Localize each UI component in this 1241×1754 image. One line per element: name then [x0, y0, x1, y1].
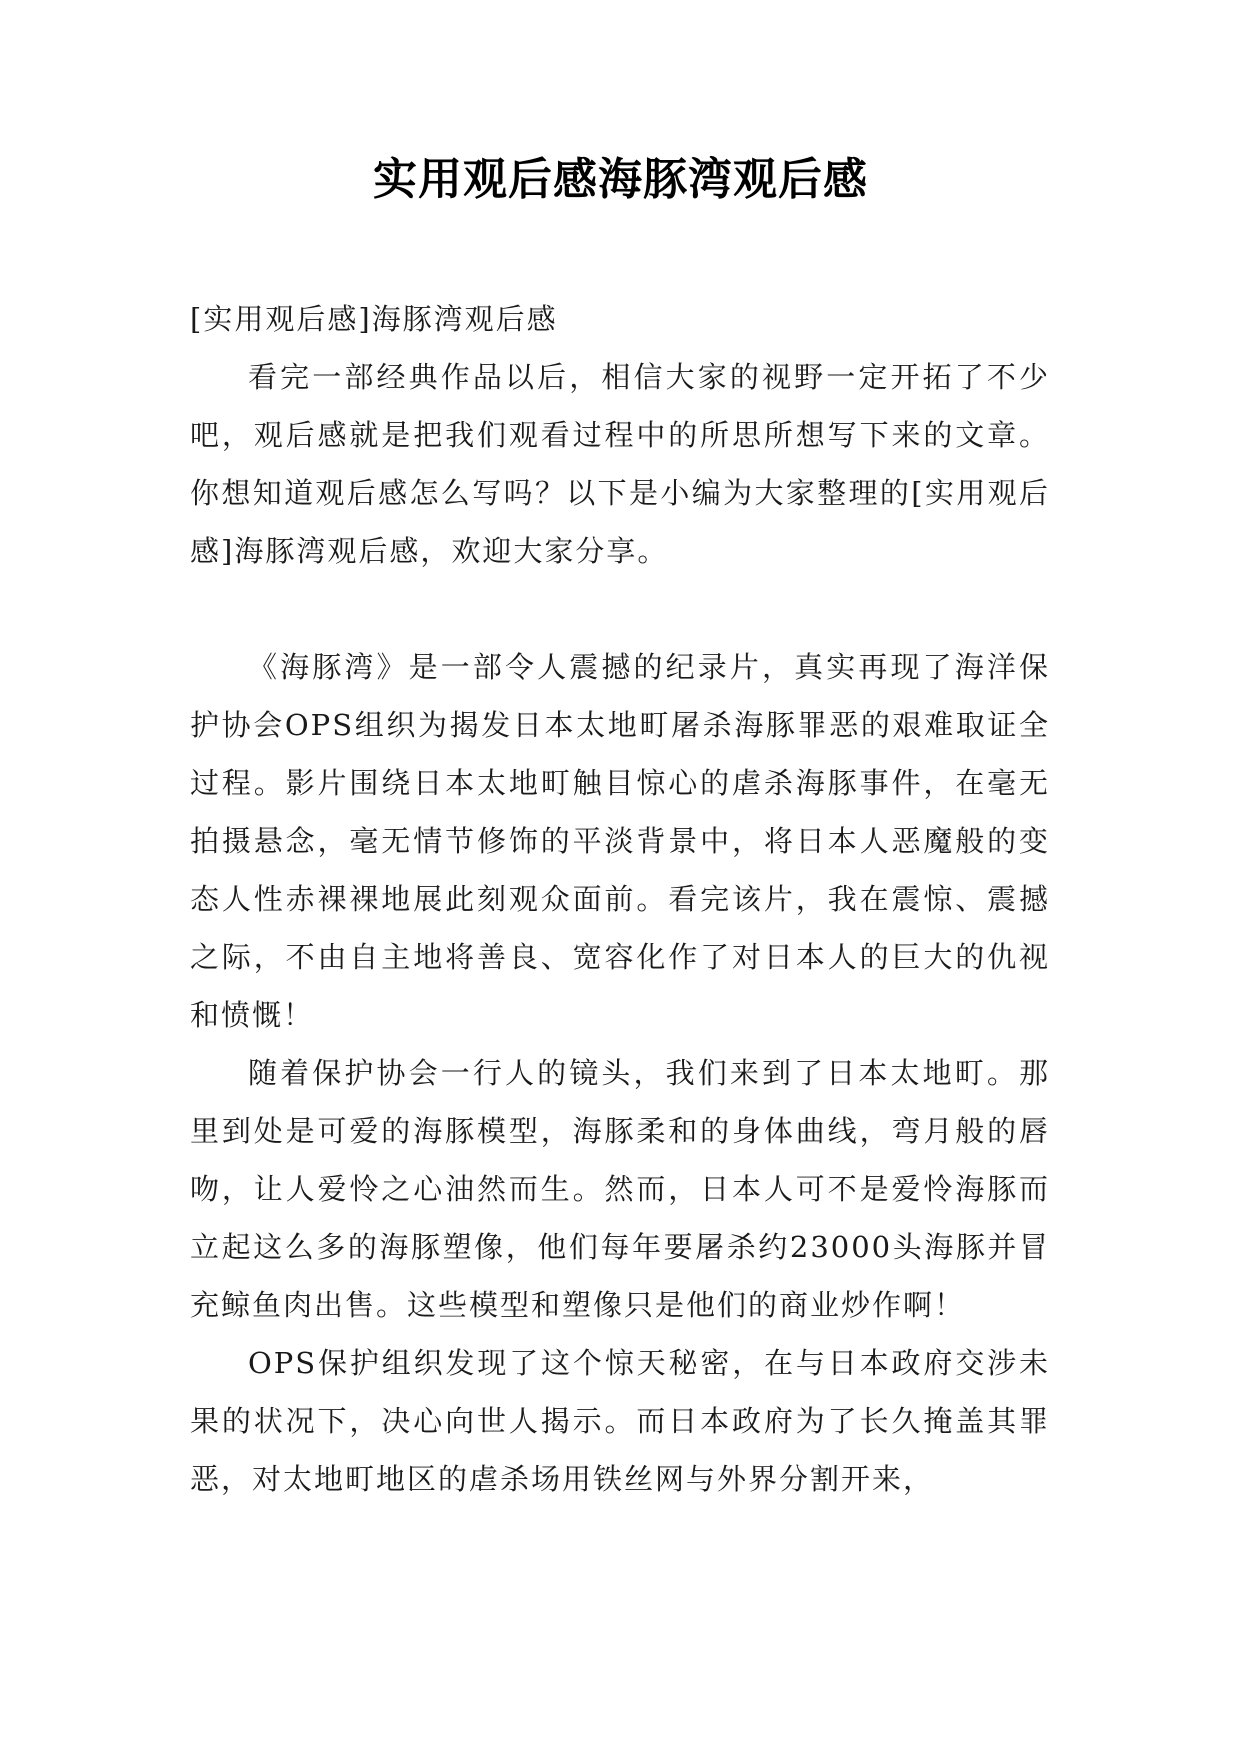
page-title: 实用观后感海豚湾观后感: [373, 154, 868, 205]
paragraph-spacer: [190, 580, 1050, 638]
body-paragraph: 随着保护协会一行人的镜头，我们来到了日本太地町。那里到处是可爱的海豚模型，海豚柔和的身体曲线，弯月般的唇吻，让人爱怜之心油然而生。然而，日本人可不是爱怜海豚而立起这么多的海豚塑像，他们每年要屠杀约23000头海豚并冒充鲸鱼肉出售。这些模型和塑像只是他们的商业炒作啊！: [190, 1056, 1050, 1322]
body-paragraph: OPS保护组织发现了这个惊天秘密，在与日本政府交涉未果的状况下，决心向世人揭示。而日本政府为了长久掩盖其罪恶，对太地町地区的虐杀场用铁丝网与外界分割开来，: [190, 1346, 1050, 1496]
body-paragraph: 《海豚湾》是一部令人震撼的纪录片，真实再现了海洋保护协会OPS组织为揭发日本太地町屠杀海豚罪恶的艰难取证全过程。影片围绕日本太地町触目惊心的虐杀海豚事件，在毫无拍摄悬念，毫无情节修饰的平淡背景中，将日本人恶魔般的变态人性赤裸裸地展此刻观众面前。看完该片，我在震惊、震撼之际，不由自主地将善良、宽容化作了对日本人的巨大的仇视和愤慨！: [190, 650, 1050, 1032]
intro-paragraph: 看完一部经典作品以后，相信大家的视野一定开拓了不少吧，观后感就是把我们观看过程中的所思所想写下来的文章。你想知道观后感怎么写吗？以下是小编为大家整理的[实用观后感]海豚湾观后感，欢迎大家分享。: [190, 360, 1050, 568]
document-subtitle: [实用观后感]海豚湾观后感: [190, 302, 558, 336]
document-body: [190, 290, 1050, 1508]
